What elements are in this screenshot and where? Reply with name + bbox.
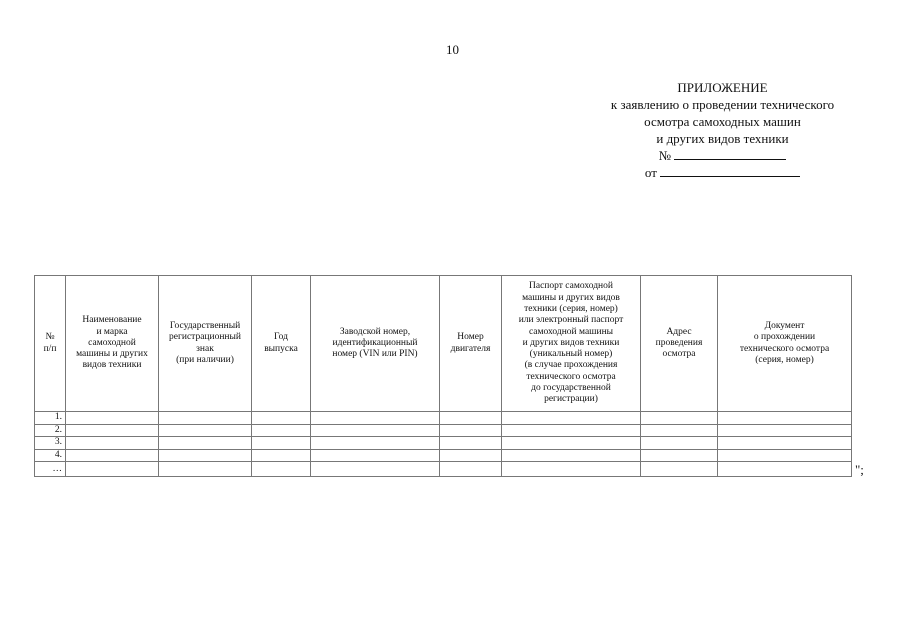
appendix-header <box>560 79 885 181</box>
table-cell <box>718 449 852 462</box>
table-cell <box>311 462 440 477</box>
table-cell <box>440 462 502 477</box>
table-cell <box>641 449 718 462</box>
table-cell <box>718 412 852 425</box>
appendix-number-line <box>560 147 885 164</box>
column-header-1: № п/п <box>35 276 66 412</box>
row-number-cell: 2. <box>35 424 66 437</box>
row-number-cell: 1. <box>35 412 66 425</box>
table-cell <box>641 462 718 477</box>
table-row <box>35 449 852 462</box>
column-header-4: Год выпуска <box>252 276 311 412</box>
table-cell <box>66 449 159 462</box>
table-cell <box>159 449 252 462</box>
number-label: № <box>658 148 672 163</box>
column-header-2: Наименование и марка самоходной машины и других видов техники <box>66 276 159 412</box>
table-cell <box>718 437 852 450</box>
table-cell <box>159 412 252 425</box>
table-body <box>35 412 852 477</box>
table-cell <box>159 437 252 450</box>
table-cell <box>252 412 311 425</box>
table-cell <box>718 462 852 477</box>
table-cell <box>311 412 440 425</box>
vehicle-table <box>34 275 852 477</box>
row-number-cell: 3. <box>35 437 66 450</box>
table-cell <box>311 437 440 450</box>
column-header-8: Адрес проведения осмотра <box>641 276 718 412</box>
date-blank <box>660 164 800 177</box>
column-header-6: Номер двигателя <box>440 276 502 412</box>
appendix-line-3: и других видов техники <box>656 131 789 146</box>
number-blank <box>674 147 786 160</box>
table-cell <box>66 424 159 437</box>
table-cell <box>311 449 440 462</box>
table-cell <box>502 437 641 450</box>
table-cell <box>718 424 852 437</box>
table-cell <box>641 424 718 437</box>
closing-quote-mark: "; <box>855 462 864 477</box>
table-row <box>35 412 852 425</box>
date-label: от <box>644 165 657 180</box>
table-cell <box>440 412 502 425</box>
table-cell <box>641 437 718 450</box>
column-header-7: Паспорт самоходной машины и других видов техники (серия, номер) или электронный паспорт самоходной машины и других видов техники (уникальный номер) (в случае прохождения технического осмотра до государственной регистрации) <box>502 276 641 412</box>
table-cell <box>440 424 502 437</box>
appendix-title: ПРИЛОЖЕНИЕ <box>677 80 768 95</box>
table-row <box>35 462 852 477</box>
table-row <box>35 424 852 437</box>
column-header-5: Заводской номер, идентификационный номер (VIN или PIN) <box>311 276 440 412</box>
table-cell <box>66 412 159 425</box>
table-cell <box>252 462 311 477</box>
table-cell <box>252 449 311 462</box>
appendix-line-2: осмотра самоходных машин <box>644 114 801 129</box>
page-number: 10 <box>446 42 459 57</box>
table-cell <box>502 449 641 462</box>
table-cell <box>159 424 252 437</box>
table-cell <box>440 437 502 450</box>
table-cell <box>252 437 311 450</box>
table-cell <box>66 437 159 450</box>
column-header-3: Государственный регистрационный знак (при наличии) <box>159 276 252 412</box>
table-cell <box>440 449 502 462</box>
table-cell <box>502 412 641 425</box>
table-cell <box>252 424 311 437</box>
table-cell <box>311 424 440 437</box>
table-cell <box>159 462 252 477</box>
row-number-cell: 4. <box>35 449 66 462</box>
row-number-cell: … <box>35 462 66 477</box>
table-cell <box>641 412 718 425</box>
appendix-date-line <box>560 164 885 181</box>
table-cell <box>66 462 159 477</box>
table-header-row <box>35 276 852 412</box>
table-cell <box>502 462 641 477</box>
column-header-9: Документ о прохождении технического осмотра (серия, номер) <box>718 276 852 412</box>
table-cell <box>502 424 641 437</box>
appendix-line-1: к заявлению о проведении технического <box>610 97 835 112</box>
table-row <box>35 437 852 450</box>
